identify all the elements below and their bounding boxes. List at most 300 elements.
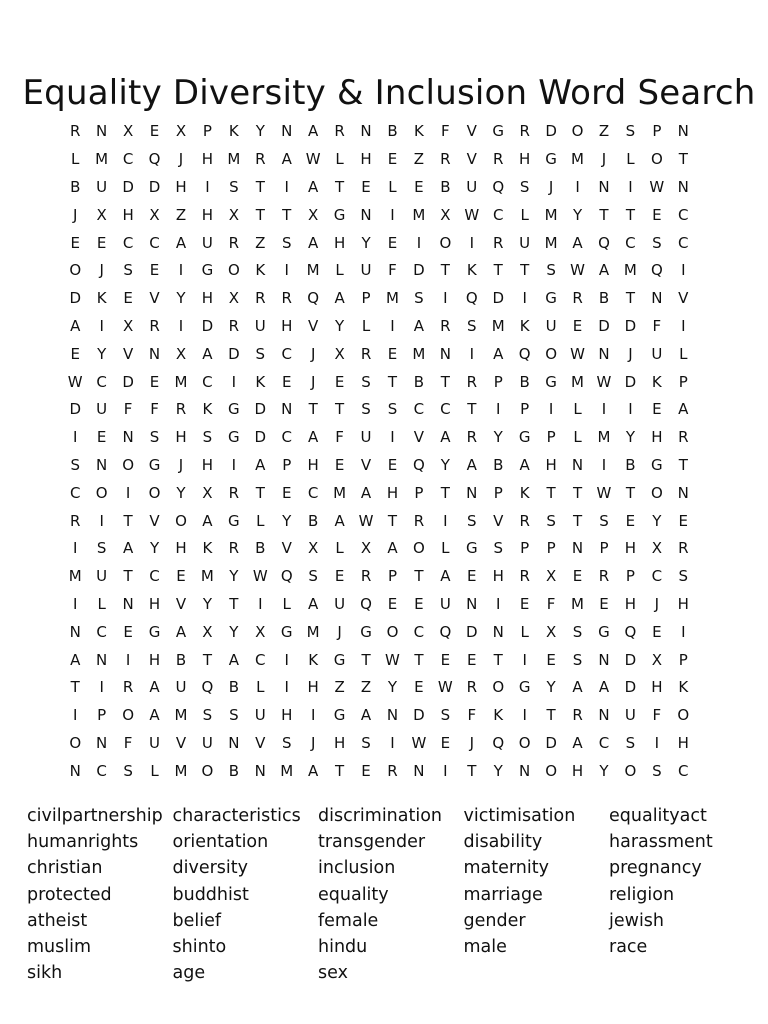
grid-letter: R bbox=[255, 150, 266, 169]
search-word: harassment bbox=[609, 832, 713, 853]
grid-row bbox=[62, 340, 723, 368]
grid-letter: M bbox=[200, 567, 214, 586]
grid-letter: T bbox=[282, 205, 292, 224]
grid-letter: H bbox=[333, 733, 346, 752]
grid-letter: X bbox=[175, 122, 187, 141]
grid-letter: G bbox=[518, 428, 531, 447]
grid-letter: T bbox=[335, 761, 345, 780]
grid-letter: E bbox=[414, 678, 424, 697]
grid-letter: D bbox=[492, 289, 504, 308]
grid-letter: F bbox=[123, 400, 133, 419]
grid-letter: O bbox=[386, 622, 399, 641]
grid-letter: E bbox=[149, 122, 160, 141]
grid-letter: A bbox=[308, 594, 319, 613]
grid-letter: K bbox=[519, 483, 530, 502]
search-word: muslim bbox=[27, 937, 92, 958]
grid-letter: W bbox=[358, 511, 374, 530]
grid-letter: A bbox=[308, 177, 319, 196]
grid-letter: G bbox=[333, 205, 346, 224]
grid-letter: T bbox=[572, 511, 583, 530]
grid-letter: X bbox=[651, 539, 662, 558]
grid-letter: E bbox=[414, 177, 424, 196]
grid-letter: C bbox=[281, 344, 292, 363]
grid-letter: S bbox=[546, 261, 556, 280]
grid-letter: E bbox=[652, 622, 662, 641]
grid-letter: M bbox=[412, 205, 426, 224]
grid-letter: Y bbox=[176, 289, 186, 308]
grid-letter: H bbox=[677, 594, 689, 613]
grid-letter: X bbox=[545, 622, 557, 641]
grid-letter: S bbox=[519, 177, 530, 196]
grid-letter: I bbox=[522, 706, 527, 725]
grid-letter: N bbox=[466, 483, 478, 502]
grid-letter: M bbox=[571, 594, 584, 613]
grid-letter: I bbox=[284, 177, 289, 196]
grid-row bbox=[62, 201, 723, 229]
grid-letter: Y bbox=[229, 622, 239, 641]
grid-row bbox=[62, 146, 723, 174]
grid-letter: P bbox=[599, 539, 609, 558]
grid-letter: X bbox=[308, 205, 319, 224]
grid-letter: V bbox=[466, 122, 477, 141]
search-word: orientation bbox=[172, 832, 269, 853]
grid-letter: N bbox=[439, 344, 451, 363]
grid-letter: S bbox=[202, 428, 213, 447]
grid-letter: G bbox=[280, 622, 293, 641]
grid-letter: D bbox=[122, 177, 134, 196]
grid-letter: A bbox=[360, 483, 372, 502]
grid-letter: E bbox=[546, 650, 556, 669]
grid-letter: H bbox=[492, 567, 504, 586]
grid-letter: R bbox=[149, 316, 160, 335]
grid-letter: R bbox=[678, 539, 689, 558]
grid-letter: D bbox=[254, 400, 267, 419]
grid-letter: G bbox=[465, 539, 478, 558]
grid-letter: O bbox=[122, 706, 134, 725]
grid-letter: L bbox=[71, 150, 80, 169]
grid-letter: E bbox=[467, 567, 477, 586]
grid-letter: X bbox=[651, 650, 662, 669]
grid-letter: Q bbox=[148, 150, 161, 169]
grid-letter: S bbox=[70, 455, 80, 474]
grid-letter: H bbox=[148, 650, 161, 669]
grid-row bbox=[62, 674, 723, 702]
grid-letter: H bbox=[333, 233, 346, 252]
grid-letter: T bbox=[229, 594, 239, 613]
grid-letter: Y bbox=[97, 344, 107, 363]
grid-letter: S bbox=[572, 622, 583, 641]
search-word: disability bbox=[463, 832, 543, 853]
grid-letter: I bbox=[628, 177, 633, 196]
grid-letter: H bbox=[175, 539, 187, 558]
grid-letter: I bbox=[681, 316, 686, 335]
grid-letter: S bbox=[361, 400, 371, 419]
grid-letter: I bbox=[681, 622, 686, 641]
grid-letter: O bbox=[650, 483, 663, 502]
grid-letter: I bbox=[390, 316, 395, 335]
grid-letter: D bbox=[413, 706, 425, 725]
grid-letter: N bbox=[651, 289, 663, 308]
grid-letter: R bbox=[228, 483, 240, 502]
grid-letter: C bbox=[96, 622, 107, 641]
word-column bbox=[609, 803, 755, 986]
grid-letter: V bbox=[255, 733, 266, 752]
grid-letter: E bbox=[519, 594, 530, 613]
grid-letter: Q bbox=[280, 567, 293, 586]
grid-letter: N bbox=[281, 400, 293, 419]
grid-letter: E bbox=[334, 372, 345, 391]
grid-letter: I bbox=[125, 483, 131, 502]
grid-letter: P bbox=[361, 289, 371, 308]
grid-letter: N bbox=[598, 650, 610, 669]
grid-letter: O bbox=[122, 455, 134, 474]
grid-letter: L bbox=[256, 511, 265, 530]
search-word: equalityact bbox=[609, 806, 707, 826]
grid-letter: T bbox=[572, 483, 583, 502]
grid-letter: A bbox=[308, 122, 319, 141]
search-word: characteristics bbox=[172, 806, 301, 826]
word-column bbox=[173, 803, 319, 986]
grid-letter: U bbox=[651, 344, 663, 363]
grid-row bbox=[62, 229, 723, 257]
grid-letter: I bbox=[73, 594, 78, 613]
grid-letter: S bbox=[123, 761, 133, 780]
grid-letter: S bbox=[625, 122, 636, 141]
grid-letter: T bbox=[414, 650, 424, 669]
grid-letter: N bbox=[360, 122, 372, 141]
grid-letter: W bbox=[464, 205, 480, 224]
grid-letter: T bbox=[546, 706, 556, 725]
grid-letter: O bbox=[413, 539, 425, 558]
grid-letter: S bbox=[493, 539, 503, 558]
grid-letter: L bbox=[573, 400, 582, 419]
grid-letter: H bbox=[571, 761, 584, 780]
grid-letter: A bbox=[122, 539, 134, 558]
grid-letter: M bbox=[491, 316, 505, 335]
grid-row bbox=[62, 368, 723, 396]
grid-letter: O bbox=[677, 706, 690, 725]
grid-letter: U bbox=[519, 233, 531, 252]
grid-letter: D bbox=[201, 316, 214, 335]
grid-letter: I bbox=[231, 372, 237, 391]
grid-letter: E bbox=[387, 233, 398, 252]
grid-letter: C bbox=[307, 483, 319, 502]
grid-letter: G bbox=[492, 122, 505, 141]
grid-letter: V bbox=[360, 455, 372, 474]
search-word: religion bbox=[609, 884, 675, 905]
grid-letter: A bbox=[572, 733, 583, 752]
grid-letter: F bbox=[546, 594, 556, 613]
grid-letter: N bbox=[254, 761, 266, 780]
grid-letter: A bbox=[678, 400, 689, 419]
grid-letter: K bbox=[255, 372, 266, 391]
grid-letter: B bbox=[625, 455, 636, 474]
grid-letter: L bbox=[97, 594, 106, 613]
grid-letter: P bbox=[652, 122, 662, 141]
search-word: atheist bbox=[27, 910, 88, 931]
grid-row bbox=[62, 285, 723, 313]
grid-letter: N bbox=[122, 428, 134, 447]
grid-letter: N bbox=[492, 622, 504, 641]
grid-letter: I bbox=[73, 428, 78, 447]
grid-letter: J bbox=[469, 733, 474, 752]
grid-letter: I bbox=[390, 205, 395, 224]
grid-letter: L bbox=[679, 344, 688, 363]
grid-letter: K bbox=[519, 316, 530, 335]
grid-letter: S bbox=[229, 706, 239, 725]
grid-letter: V bbox=[175, 594, 187, 613]
grid-letter: P bbox=[493, 483, 503, 502]
grid-letter: R bbox=[572, 289, 583, 308]
grid-letter: Y bbox=[176, 483, 186, 502]
grid-letter: M bbox=[623, 261, 637, 280]
grid-letter: O bbox=[545, 761, 557, 780]
grid-letter: D bbox=[624, 316, 637, 335]
grid-letter: R bbox=[122, 678, 134, 697]
grid-letter: R bbox=[519, 567, 530, 586]
grid-letter: C bbox=[281, 428, 292, 447]
grid-row bbox=[62, 757, 723, 785]
grid-letter: I bbox=[390, 428, 395, 447]
grid-letter: T bbox=[361, 650, 371, 669]
grid-letter: C bbox=[96, 372, 107, 391]
grid-letter: C bbox=[413, 400, 425, 419]
grid-letter: U bbox=[201, 733, 213, 752]
grid-letter: R bbox=[228, 316, 240, 335]
grid-letter: C bbox=[202, 372, 213, 391]
grid-letter: H bbox=[175, 428, 187, 447]
grid-letter: N bbox=[148, 344, 161, 363]
grid-letter: W bbox=[385, 650, 400, 669]
grid-letter: P bbox=[520, 539, 530, 558]
grid-letter: R bbox=[572, 706, 583, 725]
grid-letter: T bbox=[467, 761, 477, 780]
word-column bbox=[318, 803, 464, 986]
grid-letter: O bbox=[439, 233, 452, 252]
search-word: belief bbox=[172, 910, 222, 931]
grid-letter: Z bbox=[334, 678, 345, 697]
grid-letter: L bbox=[520, 622, 529, 641]
grid-letter: Y bbox=[149, 539, 160, 558]
grid-letter: H bbox=[624, 594, 637, 613]
grid-letter: C bbox=[625, 233, 636, 252]
grid-letter: J bbox=[310, 344, 316, 363]
search-word: diversity bbox=[172, 858, 248, 879]
grid-letter: U bbox=[175, 678, 187, 697]
grid-letter: C bbox=[122, 150, 134, 169]
grid-letter: H bbox=[307, 678, 319, 697]
grid-letter: T bbox=[678, 150, 688, 169]
grid-letter: A bbox=[334, 289, 345, 308]
grid-letter: T bbox=[678, 455, 688, 474]
grid-letter: Q bbox=[360, 594, 372, 613]
grid-letter: U bbox=[624, 706, 636, 725]
grid-letter: R bbox=[466, 372, 477, 391]
grid-letter: D bbox=[228, 344, 240, 363]
grid-letter: I bbox=[628, 400, 633, 419]
grid-letter: I bbox=[125, 650, 131, 669]
grid-letter: Y bbox=[546, 678, 556, 697]
grid-letter: L bbox=[520, 205, 529, 224]
grid-letter: E bbox=[281, 483, 292, 502]
grid-letter: L bbox=[573, 428, 582, 447]
grid-letter: Q bbox=[492, 733, 505, 752]
grid-letter: I bbox=[416, 233, 422, 252]
grid-letter: R bbox=[493, 233, 504, 252]
grid-letter: V bbox=[678, 289, 689, 308]
grid-letter: B bbox=[598, 289, 610, 308]
grid-letter: J bbox=[99, 261, 104, 280]
grid-letter: E bbox=[467, 650, 477, 669]
grid-letter: E bbox=[387, 150, 398, 169]
grid-letter: H bbox=[651, 678, 663, 697]
grid-letter: S bbox=[652, 233, 662, 252]
search-word: jewish bbox=[609, 910, 665, 931]
grid-letter: T bbox=[493, 650, 503, 669]
grid-letter: I bbox=[390, 733, 395, 752]
grid-letter: R bbox=[334, 122, 345, 141]
grid-row bbox=[62, 563, 723, 591]
grid-letter: X bbox=[440, 205, 451, 224]
search-word: christian bbox=[27, 858, 103, 879]
grid-letter: T bbox=[625, 483, 635, 502]
grid-letter: U bbox=[149, 733, 161, 752]
grid-letter: C bbox=[96, 761, 107, 780]
grid-letter: C bbox=[413, 622, 425, 641]
grid-letter: E bbox=[572, 316, 583, 335]
grid-letter: I bbox=[178, 261, 184, 280]
grid-letter: V bbox=[149, 289, 160, 308]
grid-letter: K bbox=[651, 372, 662, 391]
grid-letter: I bbox=[99, 511, 104, 530]
grid-letter: S bbox=[599, 511, 609, 530]
grid-letter: X bbox=[228, 289, 239, 308]
grid-letter: K bbox=[96, 289, 107, 308]
grid-letter: T bbox=[520, 261, 530, 280]
grid-letter: A bbox=[202, 511, 213, 530]
grid-letter: A bbox=[255, 455, 266, 474]
letter-grid bbox=[62, 118, 723, 785]
grid-letter: I bbox=[601, 455, 607, 474]
grid-letter: F bbox=[467, 706, 477, 725]
search-word: maternity bbox=[463, 858, 549, 879]
grid-letter: T bbox=[387, 372, 398, 391]
grid-letter: A bbox=[149, 678, 160, 697]
grid-letter: I bbox=[496, 594, 501, 613]
grid-letter: X bbox=[202, 622, 213, 641]
grid-letter: T bbox=[202, 650, 212, 669]
grid-letter: W bbox=[570, 344, 585, 363]
grid-letter: S bbox=[625, 733, 636, 752]
grid-letter: X bbox=[96, 205, 107, 224]
grid-letter: I bbox=[73, 706, 78, 725]
search-word: marriage bbox=[463, 884, 543, 905]
search-word: discrimination bbox=[318, 806, 443, 826]
grid-letter: H bbox=[651, 428, 663, 447]
grid-row bbox=[62, 702, 723, 730]
grid-letter: C bbox=[149, 567, 160, 586]
grid-row bbox=[62, 591, 723, 619]
grid-letter: U bbox=[466, 177, 478, 196]
grid-letter: T bbox=[599, 205, 609, 224]
grid-letter: H bbox=[360, 150, 372, 169]
grid-letter: L bbox=[361, 316, 371, 335]
grid-letter: E bbox=[96, 428, 107, 447]
grid-row bbox=[62, 118, 723, 146]
grid-letter: T bbox=[335, 400, 345, 419]
grid-letter: C bbox=[255, 650, 266, 669]
grid-letter: W bbox=[570, 261, 585, 280]
grid-letter: I bbox=[496, 400, 501, 419]
grid-row bbox=[62, 646, 723, 674]
grid-letter: M bbox=[333, 483, 347, 502]
grid-letter: K bbox=[202, 400, 213, 419]
grid-letter: T bbox=[123, 567, 133, 586]
search-word: civilpartnership bbox=[27, 806, 163, 826]
grid-letter: O bbox=[571, 122, 584, 141]
grid-letter: R bbox=[413, 511, 425, 530]
grid-letter: I bbox=[99, 678, 104, 697]
grid-letter: C bbox=[598, 733, 610, 752]
grid-letter: H bbox=[201, 150, 214, 169]
grid-letter: J bbox=[654, 594, 660, 613]
grid-letter: E bbox=[123, 289, 133, 308]
grid-letter: N bbox=[69, 622, 81, 641]
grid-letter: R bbox=[678, 428, 689, 447]
grid-letter: P bbox=[97, 706, 107, 725]
grid-letter: I bbox=[522, 650, 527, 669]
grid-letter: R bbox=[519, 122, 530, 141]
grid-letter: X bbox=[228, 205, 239, 224]
grid-letter: F bbox=[150, 400, 159, 419]
grid-letter: G bbox=[228, 511, 240, 530]
grid-letter: R bbox=[255, 289, 266, 308]
grid-letter: N bbox=[519, 761, 531, 780]
grid-letter: V bbox=[466, 150, 477, 169]
grid-letter: M bbox=[280, 761, 294, 780]
grid-letter: Q bbox=[307, 289, 320, 308]
grid-letter: E bbox=[387, 455, 398, 474]
grid-letter: Y bbox=[335, 316, 345, 335]
grid-letter: Y bbox=[361, 233, 371, 252]
grid-letter: T bbox=[625, 289, 635, 308]
grid-letter: W bbox=[437, 678, 453, 697]
grid-row bbox=[62, 174, 723, 202]
grid-letter: T bbox=[255, 205, 265, 224]
grid-letter: R bbox=[70, 122, 81, 141]
grid-row bbox=[62, 313, 723, 341]
grid-letter: G bbox=[598, 622, 610, 641]
grid-letter: N bbox=[122, 594, 134, 613]
grid-letter: D bbox=[545, 122, 557, 141]
grid-letter: M bbox=[544, 233, 558, 252]
grid-letter: M bbox=[68, 567, 82, 586]
grid-letter: R bbox=[598, 567, 610, 586]
grid-letter: P bbox=[678, 372, 688, 391]
grid-letter: E bbox=[440, 733, 451, 752]
grid-letter: X bbox=[334, 344, 345, 363]
grid-letter: S bbox=[281, 233, 292, 252]
grid-letter: P bbox=[625, 567, 635, 586]
grid-letter: W bbox=[596, 372, 612, 391]
grid-letter: K bbox=[413, 122, 424, 141]
grid-letter: H bbox=[545, 455, 557, 474]
grid-letter: Q bbox=[650, 261, 663, 280]
grid-letter: G bbox=[360, 622, 372, 641]
grid-letter: I bbox=[284, 678, 289, 697]
grid-letter: A bbox=[228, 650, 239, 669]
grid-letter: A bbox=[70, 316, 81, 335]
